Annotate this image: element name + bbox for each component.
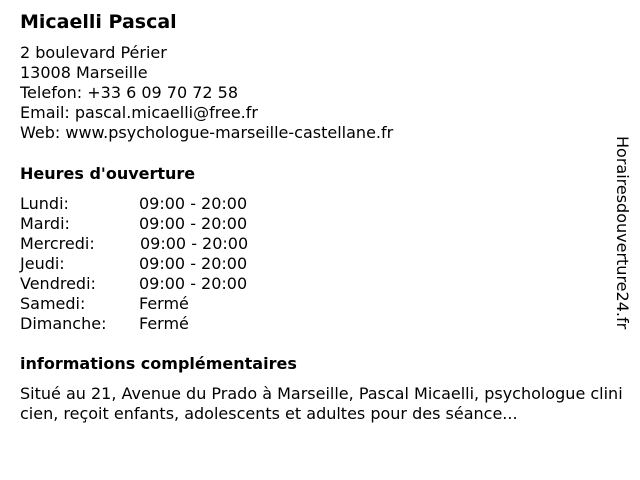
web-line: Web: www.psychologue-marseille-castellane.fr: [20, 123, 394, 142]
time-value: 09:00 - 20:00: [139, 254, 248, 273]
time-value: Fermé: [139, 314, 189, 333]
day-label: Samedi:: [20, 294, 86, 313]
phone-line: Telefon: +33 6 09 70 72 58: [20, 83, 239, 102]
hours-row-monday: [20, 194, 320, 214]
day-label: Mardi:: [20, 214, 70, 233]
time-value: 09:00 - 20:00: [139, 194, 248, 213]
hours-row-tuesday: [20, 214, 320, 234]
hours-row-sunday: [20, 314, 320, 334]
time-value: 09:00 - 20:00: [139, 214, 248, 233]
day-label: Dimanche:: [20, 314, 107, 333]
hours-row-friday: [20, 274, 320, 294]
hours-row-saturday: [20, 294, 320, 314]
time-value: Fermé: [139, 294, 189, 313]
day-label: Lundi:: [20, 194, 69, 213]
address-line-city: 13008 Marseille: [20, 63, 148, 82]
hours-row-thursday: [20, 254, 320, 274]
email-line: Email: pascal.micaelli@free.fr: [20, 103, 258, 122]
time-value: 09:00 - 20:00: [140, 234, 249, 253]
info-heading: informations complémentaires: [20, 354, 297, 373]
opening-hours-table: [20, 194, 320, 334]
hours-heading: Heures d'ouverture: [20, 164, 196, 183]
hours-row-wednesday: [20, 234, 320, 254]
contact-block: [20, 43, 393, 143]
business-name: Micaelli Pascal: [20, 11, 177, 33]
day-label: Vendredi:: [20, 274, 96, 293]
brand-watermark-text: Horairesdouverture24.fr: [613, 136, 632, 330]
address-line-street: 2 boulevard Périer: [20, 43, 167, 62]
time-value: 09:00 - 20:00: [139, 274, 248, 293]
day-label: Jeudi:: [20, 254, 65, 273]
info-description: Situé au 21, Avenue du Prado à Marseille, Pascal Micaelli, psychologue clinicien, reçoit enfants, adolescents et adultes pour des séance...: [20, 384, 623, 423]
day-label: Mercredi:: [20, 234, 95, 253]
